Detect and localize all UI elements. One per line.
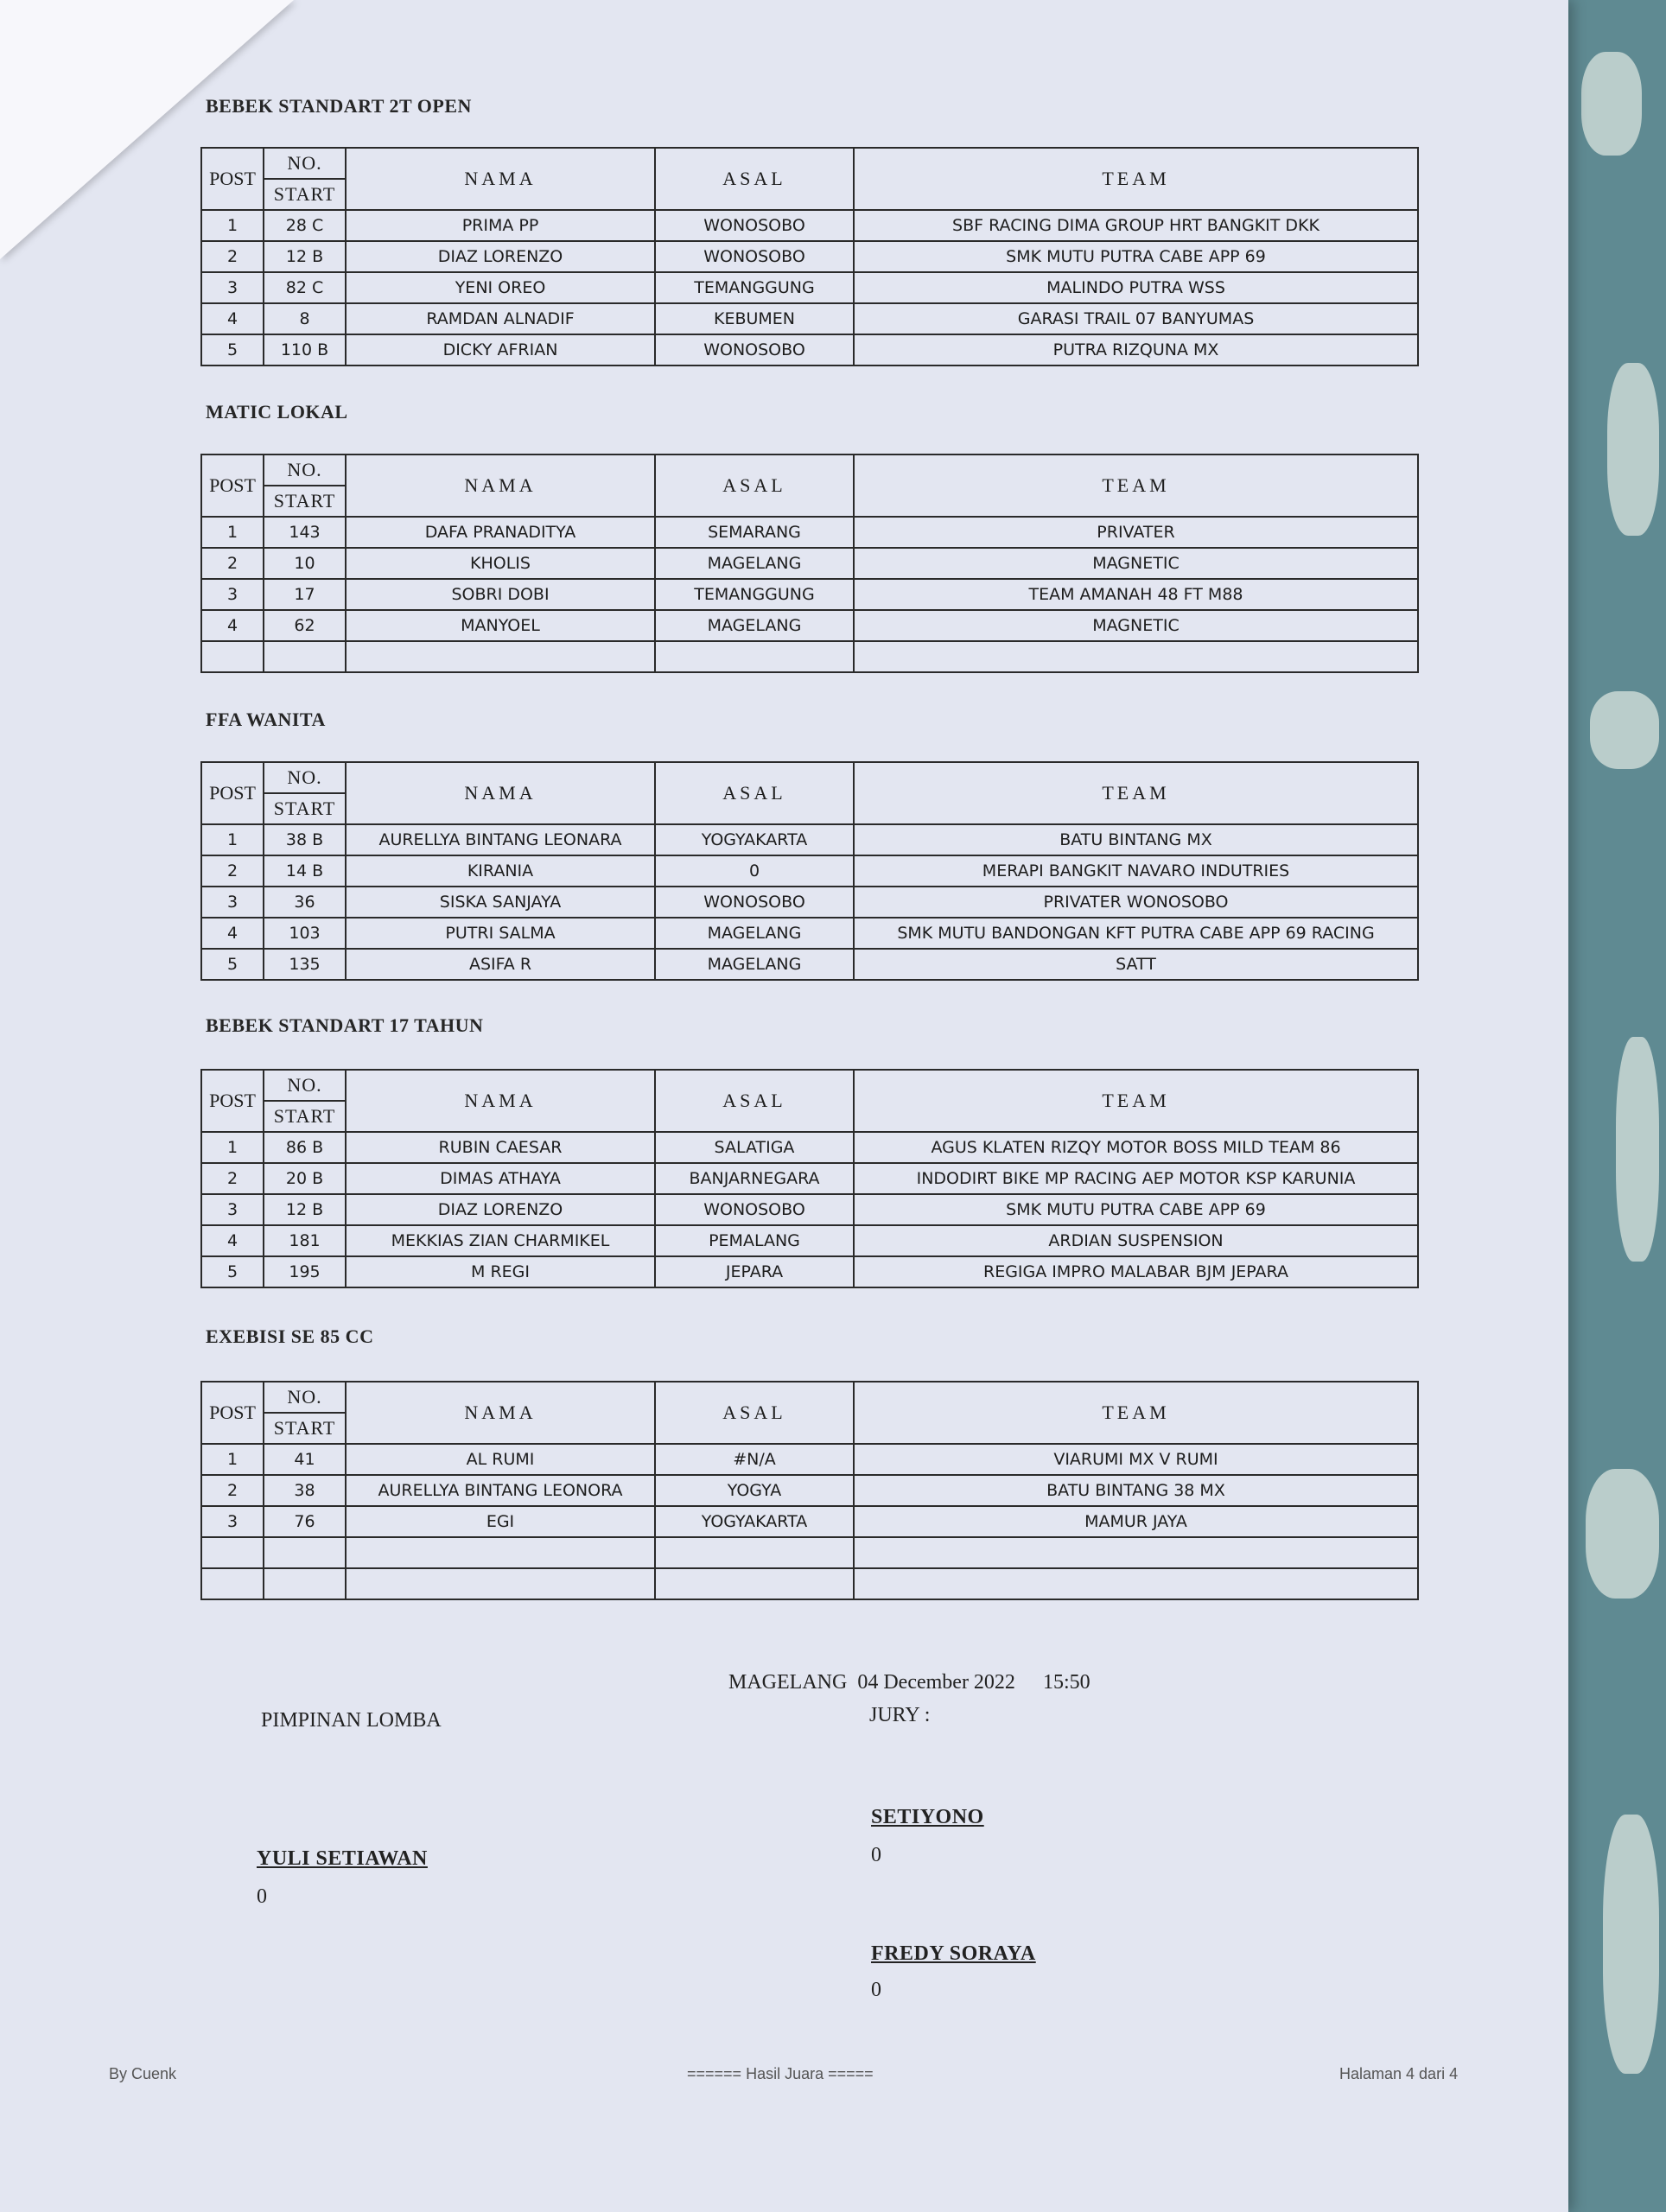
cell-post: 3 — [201, 1194, 264, 1225]
cell-team — [854, 1537, 1418, 1568]
table-row — [201, 918, 1418, 949]
col-start: START — [264, 1101, 346, 1132]
results-table — [200, 147, 1419, 366]
col-no: NO. — [264, 762, 346, 793]
col-no: NO. — [264, 148, 346, 179]
results-table — [200, 761, 1419, 981]
table-row — [201, 1475, 1418, 1506]
cell-asal: YOGYA — [655, 1475, 854, 1506]
table-row — [201, 855, 1418, 887]
cell-post: 3 — [201, 1506, 264, 1537]
col-team: TEAM — [854, 1070, 1418, 1132]
cell-asal: TEMANGGUNG — [655, 579, 854, 610]
pimpinan-value: 0 — [257, 1885, 267, 1908]
cell-post: 4 — [201, 303, 264, 334]
cell-asal: WONOSOBO — [655, 210, 854, 241]
cell-team: VIARUMI MX V RUMI — [854, 1444, 1418, 1475]
col-no: NO. — [264, 1382, 346, 1413]
cell-post: 3 — [201, 887, 264, 918]
section-title: BEBEK STANDART 2T OPEN — [206, 95, 472, 117]
cell-start: 8 — [264, 303, 346, 334]
col-post: POST — [201, 1382, 264, 1444]
section-title: BEBEK STANDART 17 TAHUN — [206, 1014, 484, 1036]
cell-start — [264, 1568, 346, 1599]
cell-nama: RAMDAN ALNADIF — [346, 303, 655, 334]
cell-team: PRIVATER WONOSOBO — [854, 887, 1418, 918]
cell-nama: DIAZ LORENZO — [346, 241, 655, 272]
cell-team: PRIVATER — [854, 517, 1418, 548]
time: 15:50 — [1042, 1671, 1091, 1694]
col-start: START — [264, 793, 346, 824]
cell-nama: EGI — [346, 1506, 655, 1537]
cell-post: 1 — [201, 1132, 264, 1163]
cell-start: 36 — [264, 887, 346, 918]
cell-team: AGUS KLATEN RIZQY MOTOR BOSS MILD TEAM 86 — [854, 1132, 1418, 1163]
cell-post: 1 — [201, 1444, 264, 1475]
col-no: NO. — [264, 1070, 346, 1101]
col-nama: NAMA — [346, 1070, 655, 1132]
col-post: POST — [201, 148, 264, 210]
col-nama: NAMA — [346, 454, 655, 517]
cell-post: 2 — [201, 1475, 264, 1506]
cell-nama: AURELLYA BINTANG LEONARA — [346, 824, 655, 855]
cell-nama: RUBIN CAESAR — [346, 1132, 655, 1163]
cell-start: 12 B — [264, 241, 346, 272]
results-table — [200, 454, 1419, 673]
col-team: TEAM — [854, 454, 1418, 517]
cell-nama: KIRANIA — [346, 855, 655, 887]
cell-asal: PEMALANG — [655, 1225, 854, 1256]
col-team: TEAM — [854, 1382, 1418, 1444]
cell-asal: 0 — [655, 855, 854, 887]
cell-asal: KEBUMEN — [655, 303, 854, 334]
col-post: POST — [201, 1070, 264, 1132]
cell-post: 4 — [201, 610, 264, 641]
cell-team: REGIGA IMPRO MALABAR BJM JEPARA — [854, 1256, 1418, 1287]
cell-nama: DICKY AFRIAN — [346, 334, 655, 365]
cell-start: 195 — [264, 1256, 346, 1287]
cell-nama — [346, 641, 655, 672]
col-start: START — [264, 486, 346, 517]
cell-asal: MAGELANG — [655, 610, 854, 641]
cell-team: SMK MUTU PUTRA CABE APP 69 — [854, 1194, 1418, 1225]
cell-asal: WONOSOBO — [655, 1194, 854, 1225]
cell-asal: BANJARNEGARA — [655, 1163, 854, 1194]
cell-team: MAGNETIC — [854, 548, 1418, 579]
cell-asal: JEPARA — [655, 1256, 854, 1287]
col-nama: NAMA — [346, 1382, 655, 1444]
section-title: MATIC LOKAL — [206, 401, 348, 423]
cell-nama: MANYOEL — [346, 610, 655, 641]
cell-asal — [655, 1537, 854, 1568]
table-row — [201, 579, 1418, 610]
col-asal: ASAL — [655, 762, 854, 824]
cell-asal: WONOSOBO — [655, 241, 854, 272]
table-row — [201, 641, 1418, 672]
cell-start: 135 — [264, 949, 346, 980]
table-row — [201, 1568, 1418, 1599]
table-row — [201, 610, 1418, 641]
cell-start: 20 B — [264, 1163, 346, 1194]
cell-team — [854, 641, 1418, 672]
cell-post: 5 — [201, 1256, 264, 1287]
cell-team: MAGNETIC — [854, 610, 1418, 641]
cell-start: 10 — [264, 548, 346, 579]
cell-team: MALINDO PUTRA WSS — [854, 272, 1418, 303]
col-nama: NAMA — [346, 148, 655, 210]
cell-start: 103 — [264, 918, 346, 949]
cell-team: PUTRA RIZQUNA MX — [854, 334, 1418, 365]
cell-nama: DIAZ LORENZO — [346, 1194, 655, 1225]
cell-asal — [655, 641, 854, 672]
cell-asal: TEMANGGUNG — [655, 272, 854, 303]
table-row — [201, 949, 1418, 980]
cell-post — [201, 1568, 264, 1599]
table-row — [201, 1537, 1418, 1568]
table-row — [201, 241, 1418, 272]
col-asal: ASAL — [655, 1382, 854, 1444]
table-row — [201, 887, 1418, 918]
date: 04 December 2022 — [857, 1671, 1015, 1694]
table-row — [201, 517, 1418, 548]
cell-nama: PRIMA PP — [346, 210, 655, 241]
table-row — [201, 1444, 1418, 1475]
cell-team: MERAPI BANGKIT NAVARO INDUTRIES — [854, 855, 1418, 887]
place-date — [728, 1671, 1091, 1694]
cell-asal: MAGELANG — [655, 949, 854, 980]
table-row — [201, 1132, 1418, 1163]
cell-start: 110 B — [264, 334, 346, 365]
col-team: TEAM — [854, 148, 1418, 210]
col-asal: ASAL — [655, 148, 854, 210]
cell-post: 1 — [201, 517, 264, 548]
cell-asal: WONOSOBO — [655, 887, 854, 918]
cell-post: 1 — [201, 210, 264, 241]
cell-post: 2 — [201, 855, 264, 887]
table-row — [201, 334, 1418, 365]
col-start: START — [264, 1413, 346, 1444]
cell-nama: M REGI — [346, 1256, 655, 1287]
table-row — [201, 548, 1418, 579]
section-title: EXEBISI SE 85 CC — [206, 1325, 374, 1347]
table-row — [201, 1163, 1418, 1194]
footer-right: Halaman 4 dari 4 — [1339, 2065, 1459, 2082]
cell-team: SATT — [854, 949, 1418, 980]
cell-nama: SOBRI DOBI — [346, 579, 655, 610]
table-row — [201, 1225, 1418, 1256]
cell-team — [854, 1568, 1418, 1599]
cell-team: MAMUR JAYA — [854, 1506, 1418, 1537]
cell-start: 38 B — [264, 824, 346, 855]
cell-post: 5 — [201, 334, 264, 365]
cell-start: 62 — [264, 610, 346, 641]
cell-asal: WONOSOBO — [655, 334, 854, 365]
cell-post: 2 — [201, 1163, 264, 1194]
cell-asal: YOGYAKARTA — [655, 1506, 854, 1537]
cell-post — [201, 641, 264, 672]
cell-nama: KHOLIS — [346, 548, 655, 579]
cell-start — [264, 1537, 346, 1568]
cell-start: 76 — [264, 1506, 346, 1537]
pimpinan-label: PIMPINAN LOMBA — [261, 1709, 442, 1732]
cell-team: BATU BINTANG MX — [854, 824, 1418, 855]
table-row — [201, 1194, 1418, 1225]
cell-asal: SALATIGA — [655, 1132, 854, 1163]
cell-post: 1 — [201, 824, 264, 855]
col-post: POST — [201, 454, 264, 517]
col-nama: NAMA — [346, 762, 655, 824]
table-row — [201, 1256, 1418, 1287]
cell-team: SMK MUTU BANDONGAN KFT PUTRA CABE APP 69 RACING — [854, 918, 1418, 949]
cell-start: 28 C — [264, 210, 346, 241]
cell-team: BATU BINTANG 38 MX — [854, 1475, 1418, 1506]
cell-team: GARASI TRAIL 07 BANYUMAS — [854, 303, 1418, 334]
cell-team: INDODIRT BIKE MP RACING AEP MOTOR KSP KARUNIA — [854, 1163, 1418, 1194]
cell-nama — [346, 1537, 655, 1568]
cell-nama: SISKA SANJAYA — [346, 887, 655, 918]
jury2-name: FREDY SORAYA — [871, 1942, 1036, 1965]
cell-team: SBF RACING DIMA GROUP HRT BANGKIT DKK — [854, 210, 1418, 241]
footer-center: ====== Hasil Juara ===== — [687, 2065, 874, 2082]
table-row — [201, 1506, 1418, 1537]
cell-nama: MEKKIAS ZIAN CHARMIKEL — [346, 1225, 655, 1256]
col-start: START — [264, 179, 346, 210]
cell-post: 2 — [201, 548, 264, 579]
cell-start: 86 B — [264, 1132, 346, 1163]
cell-post: 4 — [201, 1225, 264, 1256]
cell-post: 2 — [201, 241, 264, 272]
table-row — [201, 272, 1418, 303]
cell-asal: SEMARANG — [655, 517, 854, 548]
cell-start: 12 B — [264, 1194, 346, 1225]
table-row — [201, 210, 1418, 241]
cell-nama: DIMAS ATHAYA — [346, 1163, 655, 1194]
col-post: POST — [201, 762, 264, 824]
jury2-value: 0 — [871, 1979, 881, 2001]
cell-asal: YOGYAKARTA — [655, 824, 854, 855]
footer-left: By Cuenk — [109, 2065, 177, 2082]
cell-post: 3 — [201, 272, 264, 303]
cell-start: 14 B — [264, 855, 346, 887]
cell-nama: AL RUMI — [346, 1444, 655, 1475]
cell-asal: MAGELANG — [655, 548, 854, 579]
cell-nama: DAFA PRANADITYA — [346, 517, 655, 548]
cell-start: 143 — [264, 517, 346, 548]
cell-post: 5 — [201, 949, 264, 980]
cell-nama — [346, 1568, 655, 1599]
place: MAGELANG — [728, 1671, 848, 1694]
cell-start: 17 — [264, 579, 346, 610]
cell-nama: YENI OREO — [346, 272, 655, 303]
table-row — [201, 824, 1418, 855]
cell-team: ARDIAN SUSPENSION — [854, 1225, 1418, 1256]
cell-asal: #N/A — [655, 1444, 854, 1475]
cell-asal — [655, 1568, 854, 1599]
cell-nama: ASIFA R — [346, 949, 655, 980]
jury1-value: 0 — [871, 1844, 881, 1866]
cell-start: 82 C — [264, 272, 346, 303]
results-table — [200, 1381, 1419, 1600]
cell-post — [201, 1537, 264, 1568]
cell-start: 181 — [264, 1225, 346, 1256]
cell-start: 41 — [264, 1444, 346, 1475]
cell-team: TEAM AMANAH 48 FT M88 — [854, 579, 1418, 610]
pimpinan-name: YULI SETIAWAN — [257, 1847, 428, 1870]
cell-nama: PUTRI SALMA — [346, 918, 655, 949]
section-title: FFA WANITA — [206, 709, 326, 730]
col-asal: ASAL — [655, 1070, 854, 1132]
cell-nama: AURELLYA BINTANG LEONORA — [346, 1475, 655, 1506]
cell-team: SMK MUTU PUTRA CABE APP 69 — [854, 241, 1418, 272]
col-asal: ASAL — [655, 454, 854, 517]
cell-post: 3 — [201, 579, 264, 610]
cell-start: 38 — [264, 1475, 346, 1506]
jury-label: JURY : — [869, 1704, 931, 1726]
jury1-name: SETIYONO — [871, 1806, 984, 1828]
results-table — [200, 1069, 1419, 1288]
cell-post: 4 — [201, 918, 264, 949]
col-team: TEAM — [854, 762, 1418, 824]
cell-start — [264, 641, 346, 672]
col-no: NO. — [264, 454, 346, 486]
table-row — [201, 303, 1418, 334]
cell-asal: MAGELANG — [655, 918, 854, 949]
